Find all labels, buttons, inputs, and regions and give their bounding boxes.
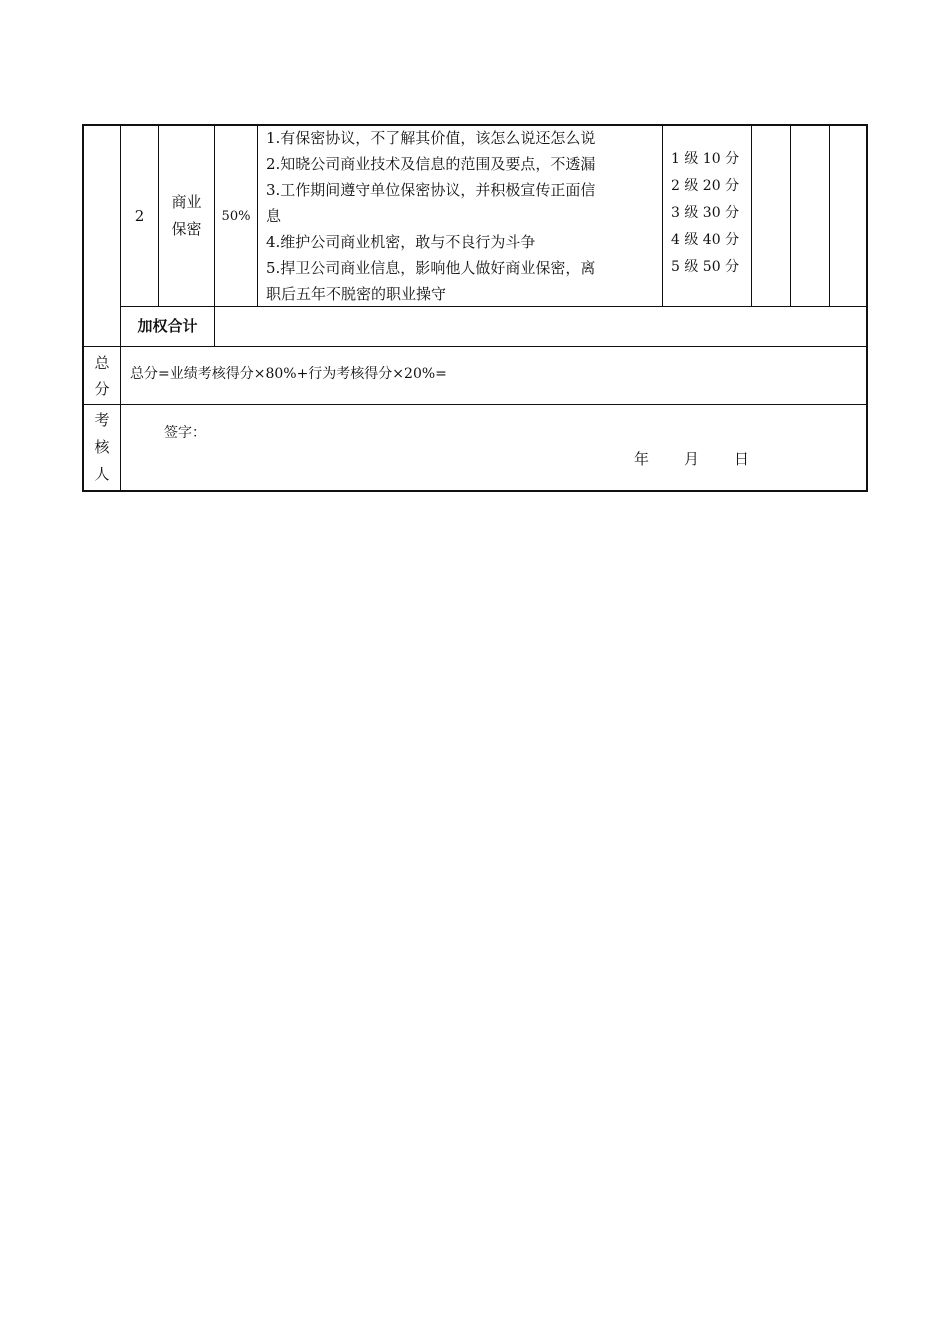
criteria-line: 3.工作期间遵守单位保密协议，并积极宣传正面信	[266, 181, 596, 199]
criteria-line: 职后五年不脱密的职业操守	[266, 285, 447, 303]
col-divider	[790, 124, 791, 306]
table-border-right	[866, 124, 868, 492]
col-divider	[257, 124, 258, 306]
assessor-label-line: 人	[94, 465, 110, 483]
total-label-line: 分	[94, 379, 110, 398]
row-divider	[82, 404, 868, 405]
category-line: 商业	[171, 193, 202, 211]
total-label	[84, 347, 120, 404]
assessor-label	[84, 405, 120, 490]
total-label-line: 总	[94, 353, 110, 372]
row-divider	[82, 346, 868, 347]
col-divider	[662, 124, 663, 306]
criteria-line: 5.捍卫公司商业信息，影响他人做好商业保密，离	[266, 259, 596, 277]
col-divider	[751, 124, 752, 306]
level-item: 4 级 40 分	[671, 232, 740, 248]
level-item: 3 级 30 分	[671, 205, 740, 221]
criteria-cell	[266, 125, 662, 305]
category-cell	[159, 126, 214, 306]
level-item: 5 级 50 分	[671, 259, 740, 275]
date-day-label: 日	[734, 450, 750, 468]
date-month-label: 月	[684, 450, 700, 468]
weighted-total-label: 加权合计	[137, 317, 198, 335]
level-item: 1 级 10 分	[671, 151, 740, 167]
row-index: 2	[134, 206, 145, 225]
weight-cell: 50%	[221, 208, 251, 224]
level-item: 2 级 20 分	[671, 178, 740, 194]
levels-cell	[671, 146, 751, 296]
criteria-line: 2.知晓公司商业技术及信息的范围及要点，不透漏	[266, 155, 596, 173]
criteria-line: 息	[266, 207, 282, 225]
table-border-bottom	[82, 490, 868, 492]
assessor-label-line: 核	[94, 438, 110, 456]
criteria-line: 4.维护公司商业机密，敢与不良行为斗争	[266, 233, 536, 251]
assessor-label-line: 考	[94, 411, 110, 429]
total-formula: 总分=业绩考核得分×80%+行为考核得分×20%=	[130, 366, 447, 382]
col-divider	[829, 124, 830, 306]
criteria-line: 1.有保密协议，不了解其价值，该怎么说还怎么说	[266, 129, 596, 147]
date-year-label: 年	[634, 450, 650, 468]
assessment-table	[82, 124, 868, 492]
category-line: 保密	[171, 220, 202, 238]
signature-label: 签字：	[164, 425, 206, 441]
